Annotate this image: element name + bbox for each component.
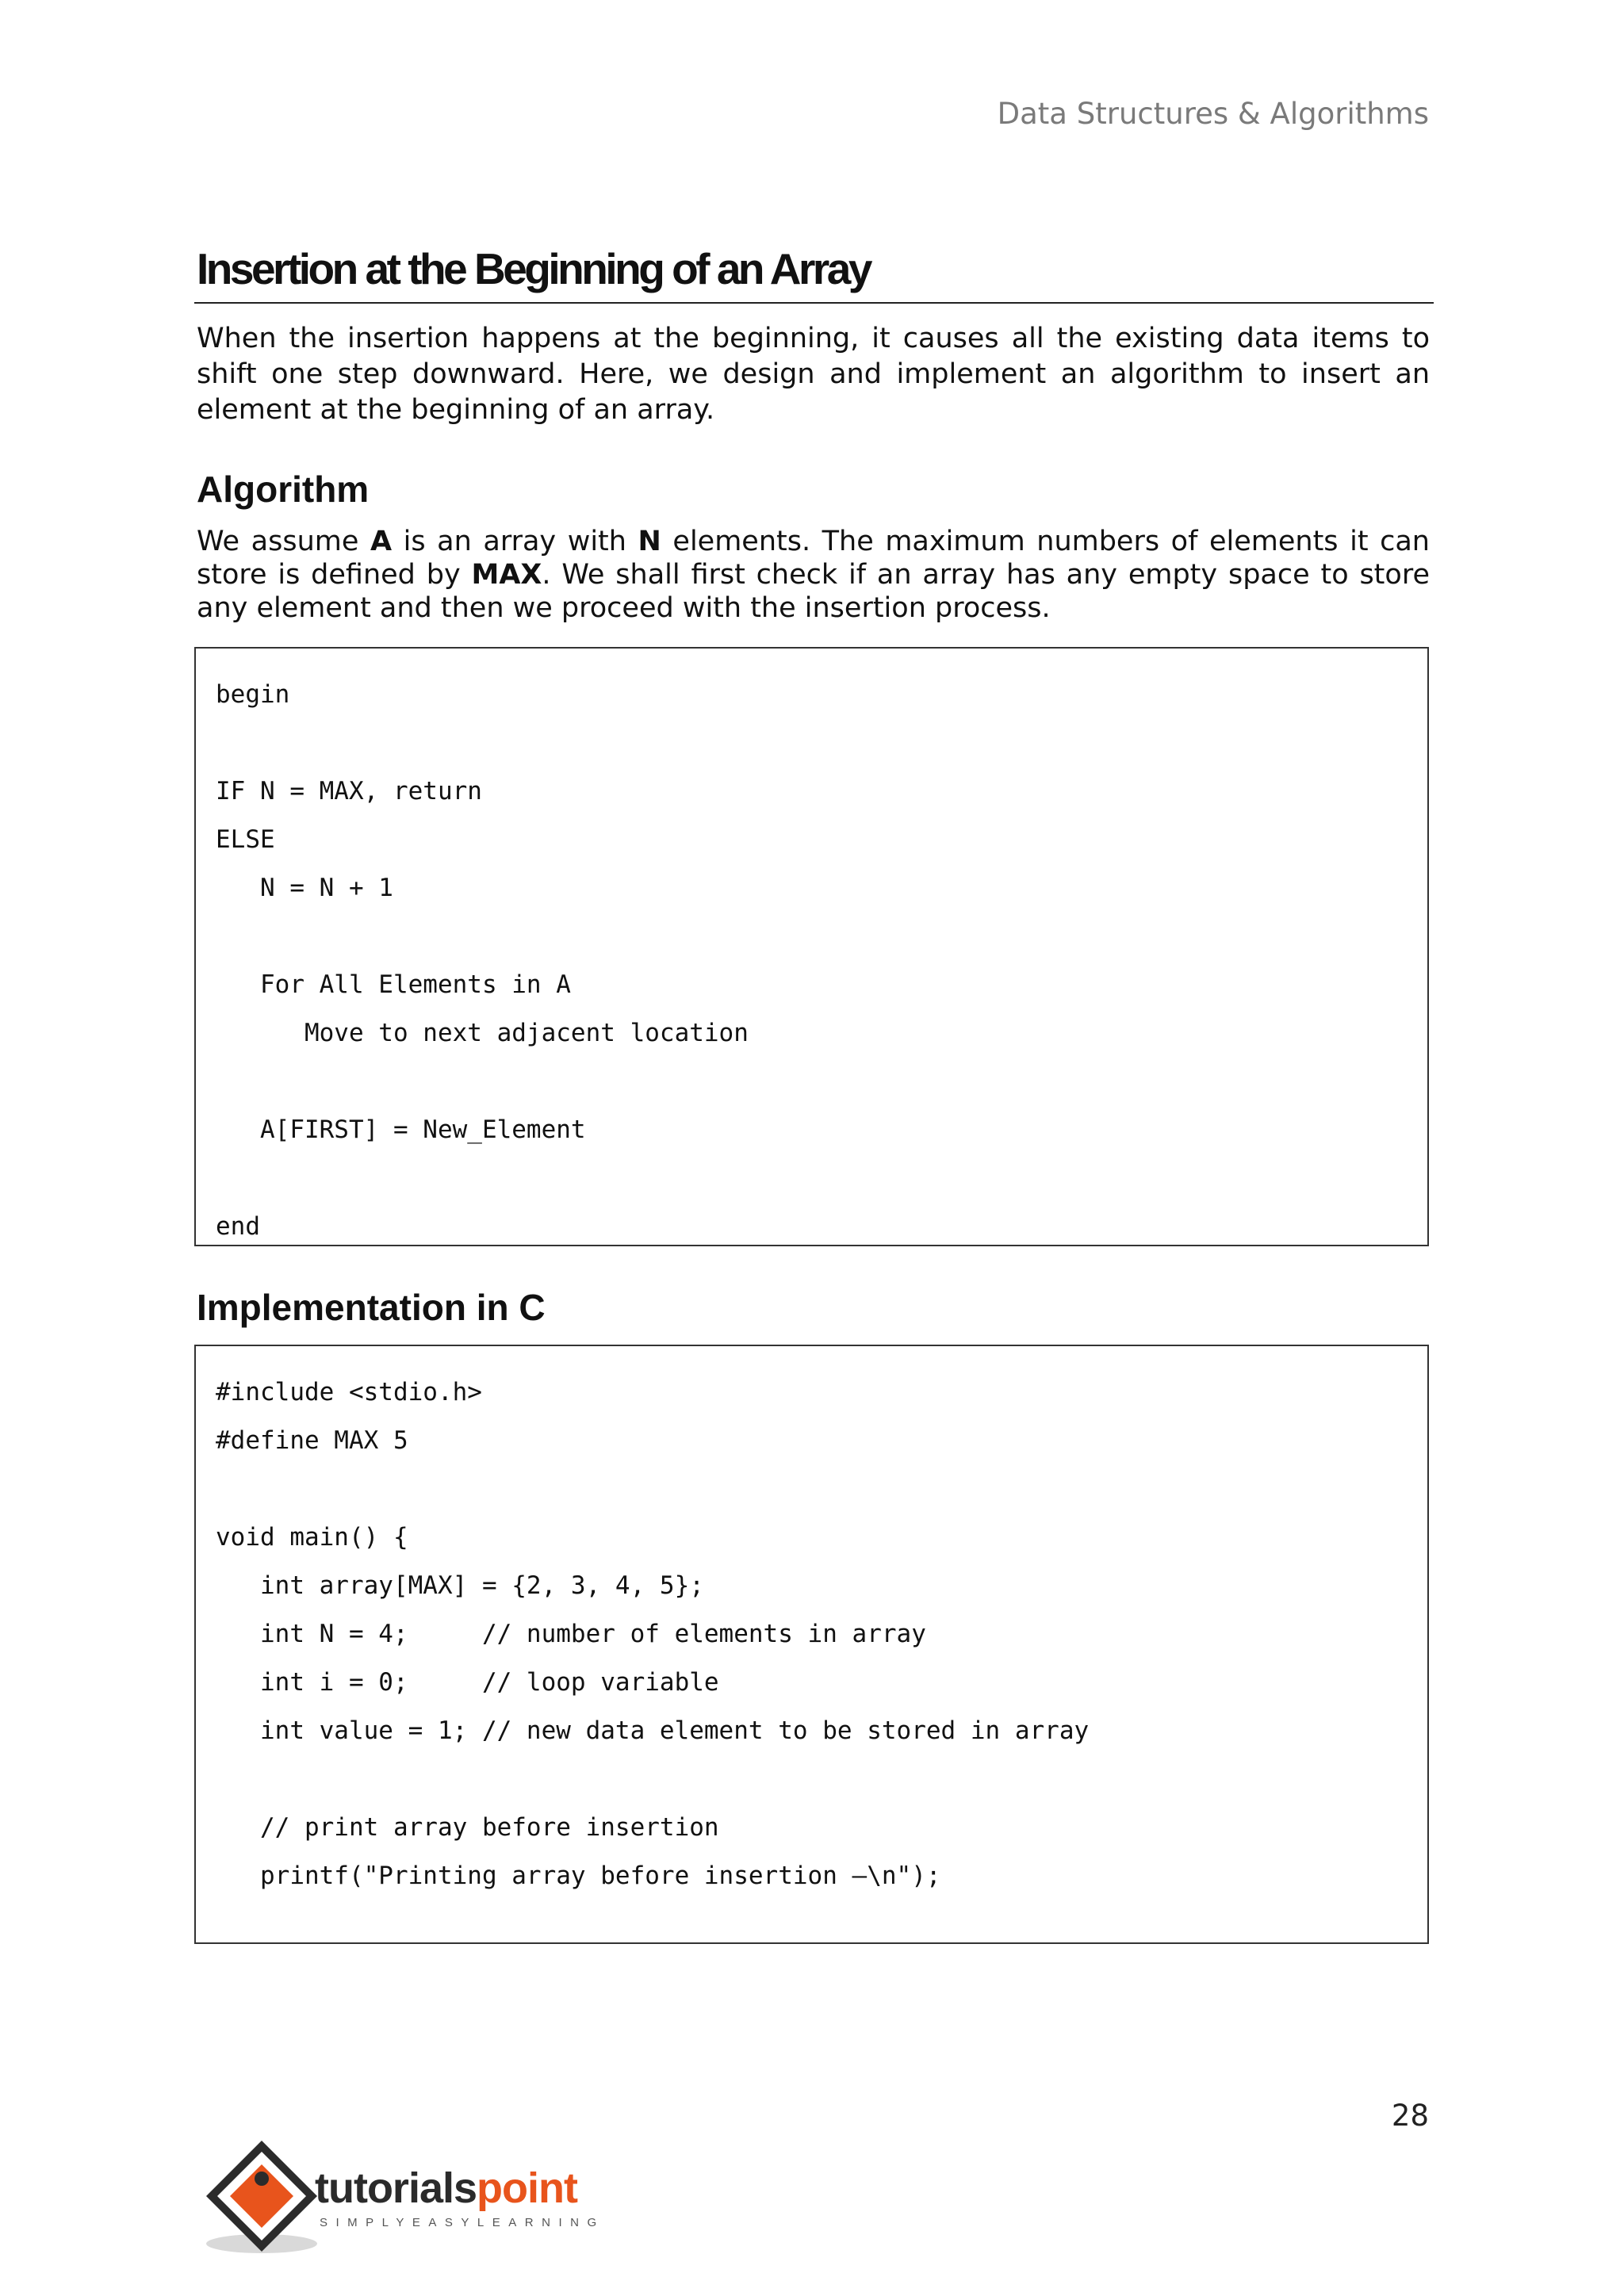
code-line: N = N + 1 bbox=[216, 874, 393, 902]
code-line: int i = 0; // loop variable bbox=[216, 1668, 719, 1697]
bold-a: A bbox=[370, 526, 393, 557]
code-line: IF N = MAX, return bbox=[216, 777, 482, 806]
code-line: int N = 4; // number of elements in array bbox=[216, 1620, 926, 1648]
code-line bbox=[216, 1755, 1427, 1804]
logo-wordmark bbox=[315, 2164, 578, 2212]
logo-word-tutorials: tutorials bbox=[315, 2164, 477, 2212]
page-number: 28 bbox=[1391, 2099, 1429, 2133]
code-line: #define MAX 5 bbox=[216, 1426, 408, 1455]
text-span: elements. The maximum numbers of elements it can store is defined by bbox=[197, 526, 1430, 591]
running-header: Data Structures & Algorithms bbox=[997, 97, 1429, 131]
code-line bbox=[216, 1465, 1427, 1513]
logo-tagline: SIMPLYEASYLEARNING bbox=[320, 2216, 605, 2229]
code-line bbox=[216, 913, 1427, 961]
title-underline bbox=[194, 302, 1434, 304]
code-line: int value = 1; // new data element to be stored in array bbox=[216, 1716, 1090, 1745]
code-line: end bbox=[216, 1212, 260, 1241]
code-line: A[FIRST] = New_Element bbox=[216, 1115, 586, 1144]
code-line: printf("Printing array before insertion –\n"); bbox=[216, 1862, 941, 1890]
code-line: begin bbox=[216, 680, 290, 709]
code-line: int array[MAX] = {2, 3, 4, 5}; bbox=[216, 1571, 704, 1600]
logo-reader-head bbox=[255, 2172, 269, 2186]
text-span: We assume bbox=[197, 526, 370, 557]
tutorialspoint-logo bbox=[194, 2133, 638, 2260]
code-line: void main() { bbox=[216, 1523, 408, 1552]
algorithm-code-block bbox=[194, 647, 1429, 1246]
logo-word-point: point bbox=[477, 2164, 577, 2212]
implementation-heading: Implementation in C bbox=[197, 1287, 546, 1328]
text-span: . We shall first check if an array has any empty space to store any element and then we proceed with the insertion process. bbox=[197, 559, 1430, 624]
code-line bbox=[216, 1154, 1427, 1203]
code-line: Move to next adjacent location bbox=[216, 1019, 749, 1047]
code-line bbox=[216, 719, 1427, 767]
code-line bbox=[216, 1058, 1427, 1106]
code-line: For All Elements in A bbox=[216, 970, 571, 999]
algorithm-paragraph bbox=[197, 525, 1430, 625]
bold-max: MAX bbox=[471, 559, 542, 591]
implementation-code-block bbox=[194, 1345, 1429, 1944]
bold-n: N bbox=[638, 526, 661, 557]
intro-paragraph: When the insertion happens at the beginning, it causes all the existing data items to shift one step downward. Here, we design and implement an algorithm to insert an element at the beginning of an array. bbox=[197, 323, 1430, 426]
algorithm-heading: Algorithm bbox=[197, 469, 370, 510]
code-line bbox=[216, 1900, 1427, 1949]
section-title: Insertion at the Beginning of an Array bbox=[197, 244, 870, 293]
code-line: // print array before insertion bbox=[216, 1813, 719, 1842]
code-line: ELSE bbox=[216, 825, 275, 854]
text-span: is an array with bbox=[392, 526, 638, 557]
code-line: #include <stdio.h> bbox=[216, 1378, 482, 1406]
